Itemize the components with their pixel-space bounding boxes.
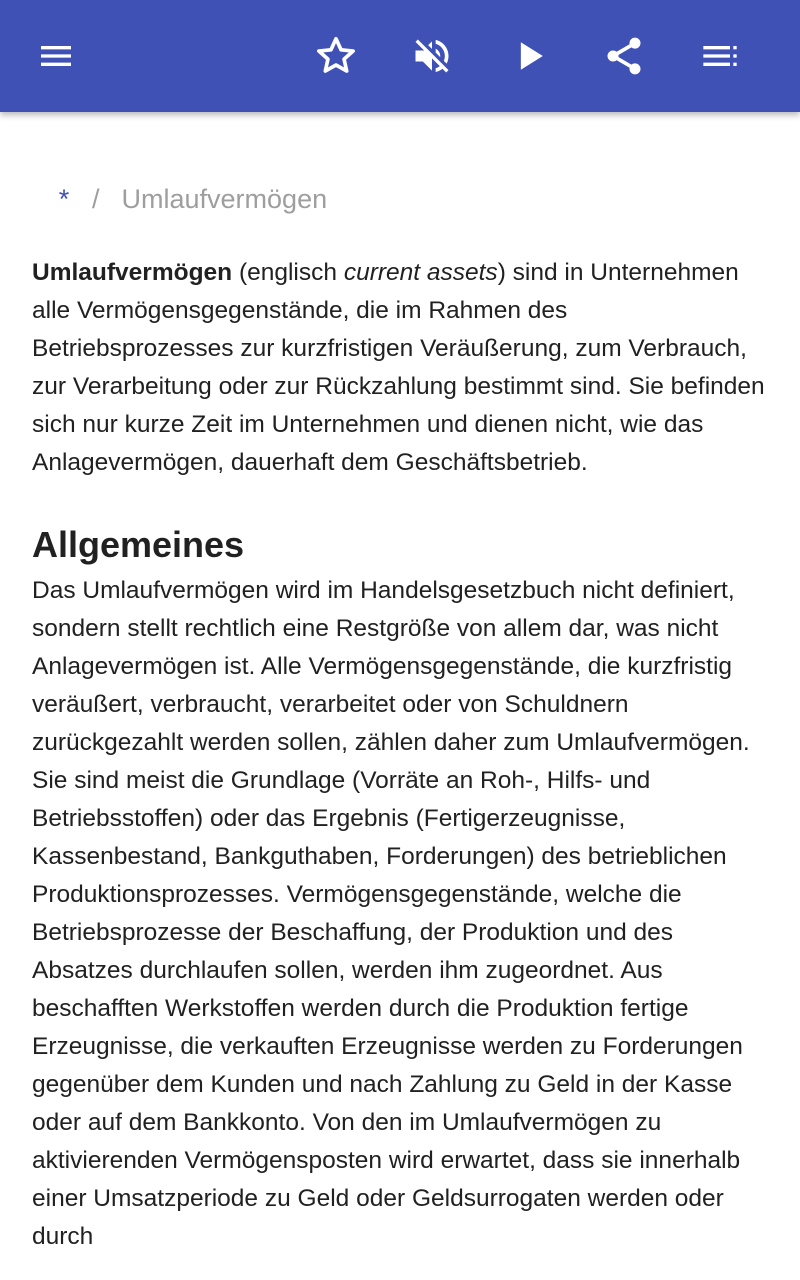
intro-term: Umlaufvermögen [32,259,233,286]
share-button[interactable] [584,16,664,96]
menu-button[interactable] [16,16,96,96]
breadcrumb-separator: / [92,184,100,214]
contents-button[interactable] [680,16,760,96]
volume-off-icon [410,34,454,78]
mute-button[interactable] [392,16,472,96]
menu-icon [36,36,76,76]
star-outline-icon [314,34,358,78]
play-icon [508,34,552,78]
section-paragraph: Das Umlaufvermögen wird im Handelsgesetzbuch nicht definiert, sondern stellt rechtlich eine Restgröße von allem dar, was nicht Anlagevermögen ist. Alle Vermögensgegenstände, die kurzfristig veräußert, verbraucht, verarbeitet oder von Schuldnern zurückgezahlt werden sollen, zählen daher zum Umlaufvermögen. Sie sind meist die Grundlage (Vorräte an Roh-, Hilfs- und Betriebsstoffen) oder das Ergebnis (Fertigerzeugnisse, Kassenbestand, Bankguthaben, Forderungen) des betrieblichen Produktionsprozesses. Vermögensgegenstände, welche die Betriebsprozesse der Beschaffung, der Produktion und des Absatzes durchlaufen sollen, werden ihm zugeordnet. Aus beschafften Werkstoffen werden durch die Produktion fertige Erzeugnisse, die verkauften Erzeugnisse werden zu Forderungen gegenüber dem Kunden und nach Zahlung zu Geld in der Kasse oder auf dem Bankkonto. Von den im Umlaufvermögen zu aktivierenden Vermögensposten wird erwartet, dass sie innerhalb einer Umsatzperiode zu Geld oder Geldsurrogaten werden oder durch [32,577,750,1250]
article-content [0,112,800,1280]
favorite-button[interactable] [296,16,376,96]
play-button[interactable] [490,16,570,96]
intro-paragraph [32,254,772,482]
breadcrumb-root-link[interactable]: * [58,184,70,214]
intro-text: ) sind in Unternehmen alle Vermögensgegenstände, die im Rahmen des Betriebsprozesses zur kurzfristigen Veräußerung, zum Verbrauch, zur Verarbeitung oder zur Rückzahlung bestimmt sind. Sie befinden sich nur kurze Zeit im Unternehmen und dienen nicht, wie das Anlagevermögen, dauerhaft dem Geschäftsbetrieb. [32,259,765,476]
breadcrumb-current: Umlaufvermögen [121,184,328,214]
share-icon [602,34,646,78]
article-body [32,254,772,1256]
intro-open-paren: (englisch [232,259,344,286]
breadcrumb [54,182,327,216]
app-toolbar [0,0,800,112]
intro-english-term: current assets [343,259,498,286]
section-title: Allgemeines [32,524,245,565]
playlist-icon [700,36,740,76]
